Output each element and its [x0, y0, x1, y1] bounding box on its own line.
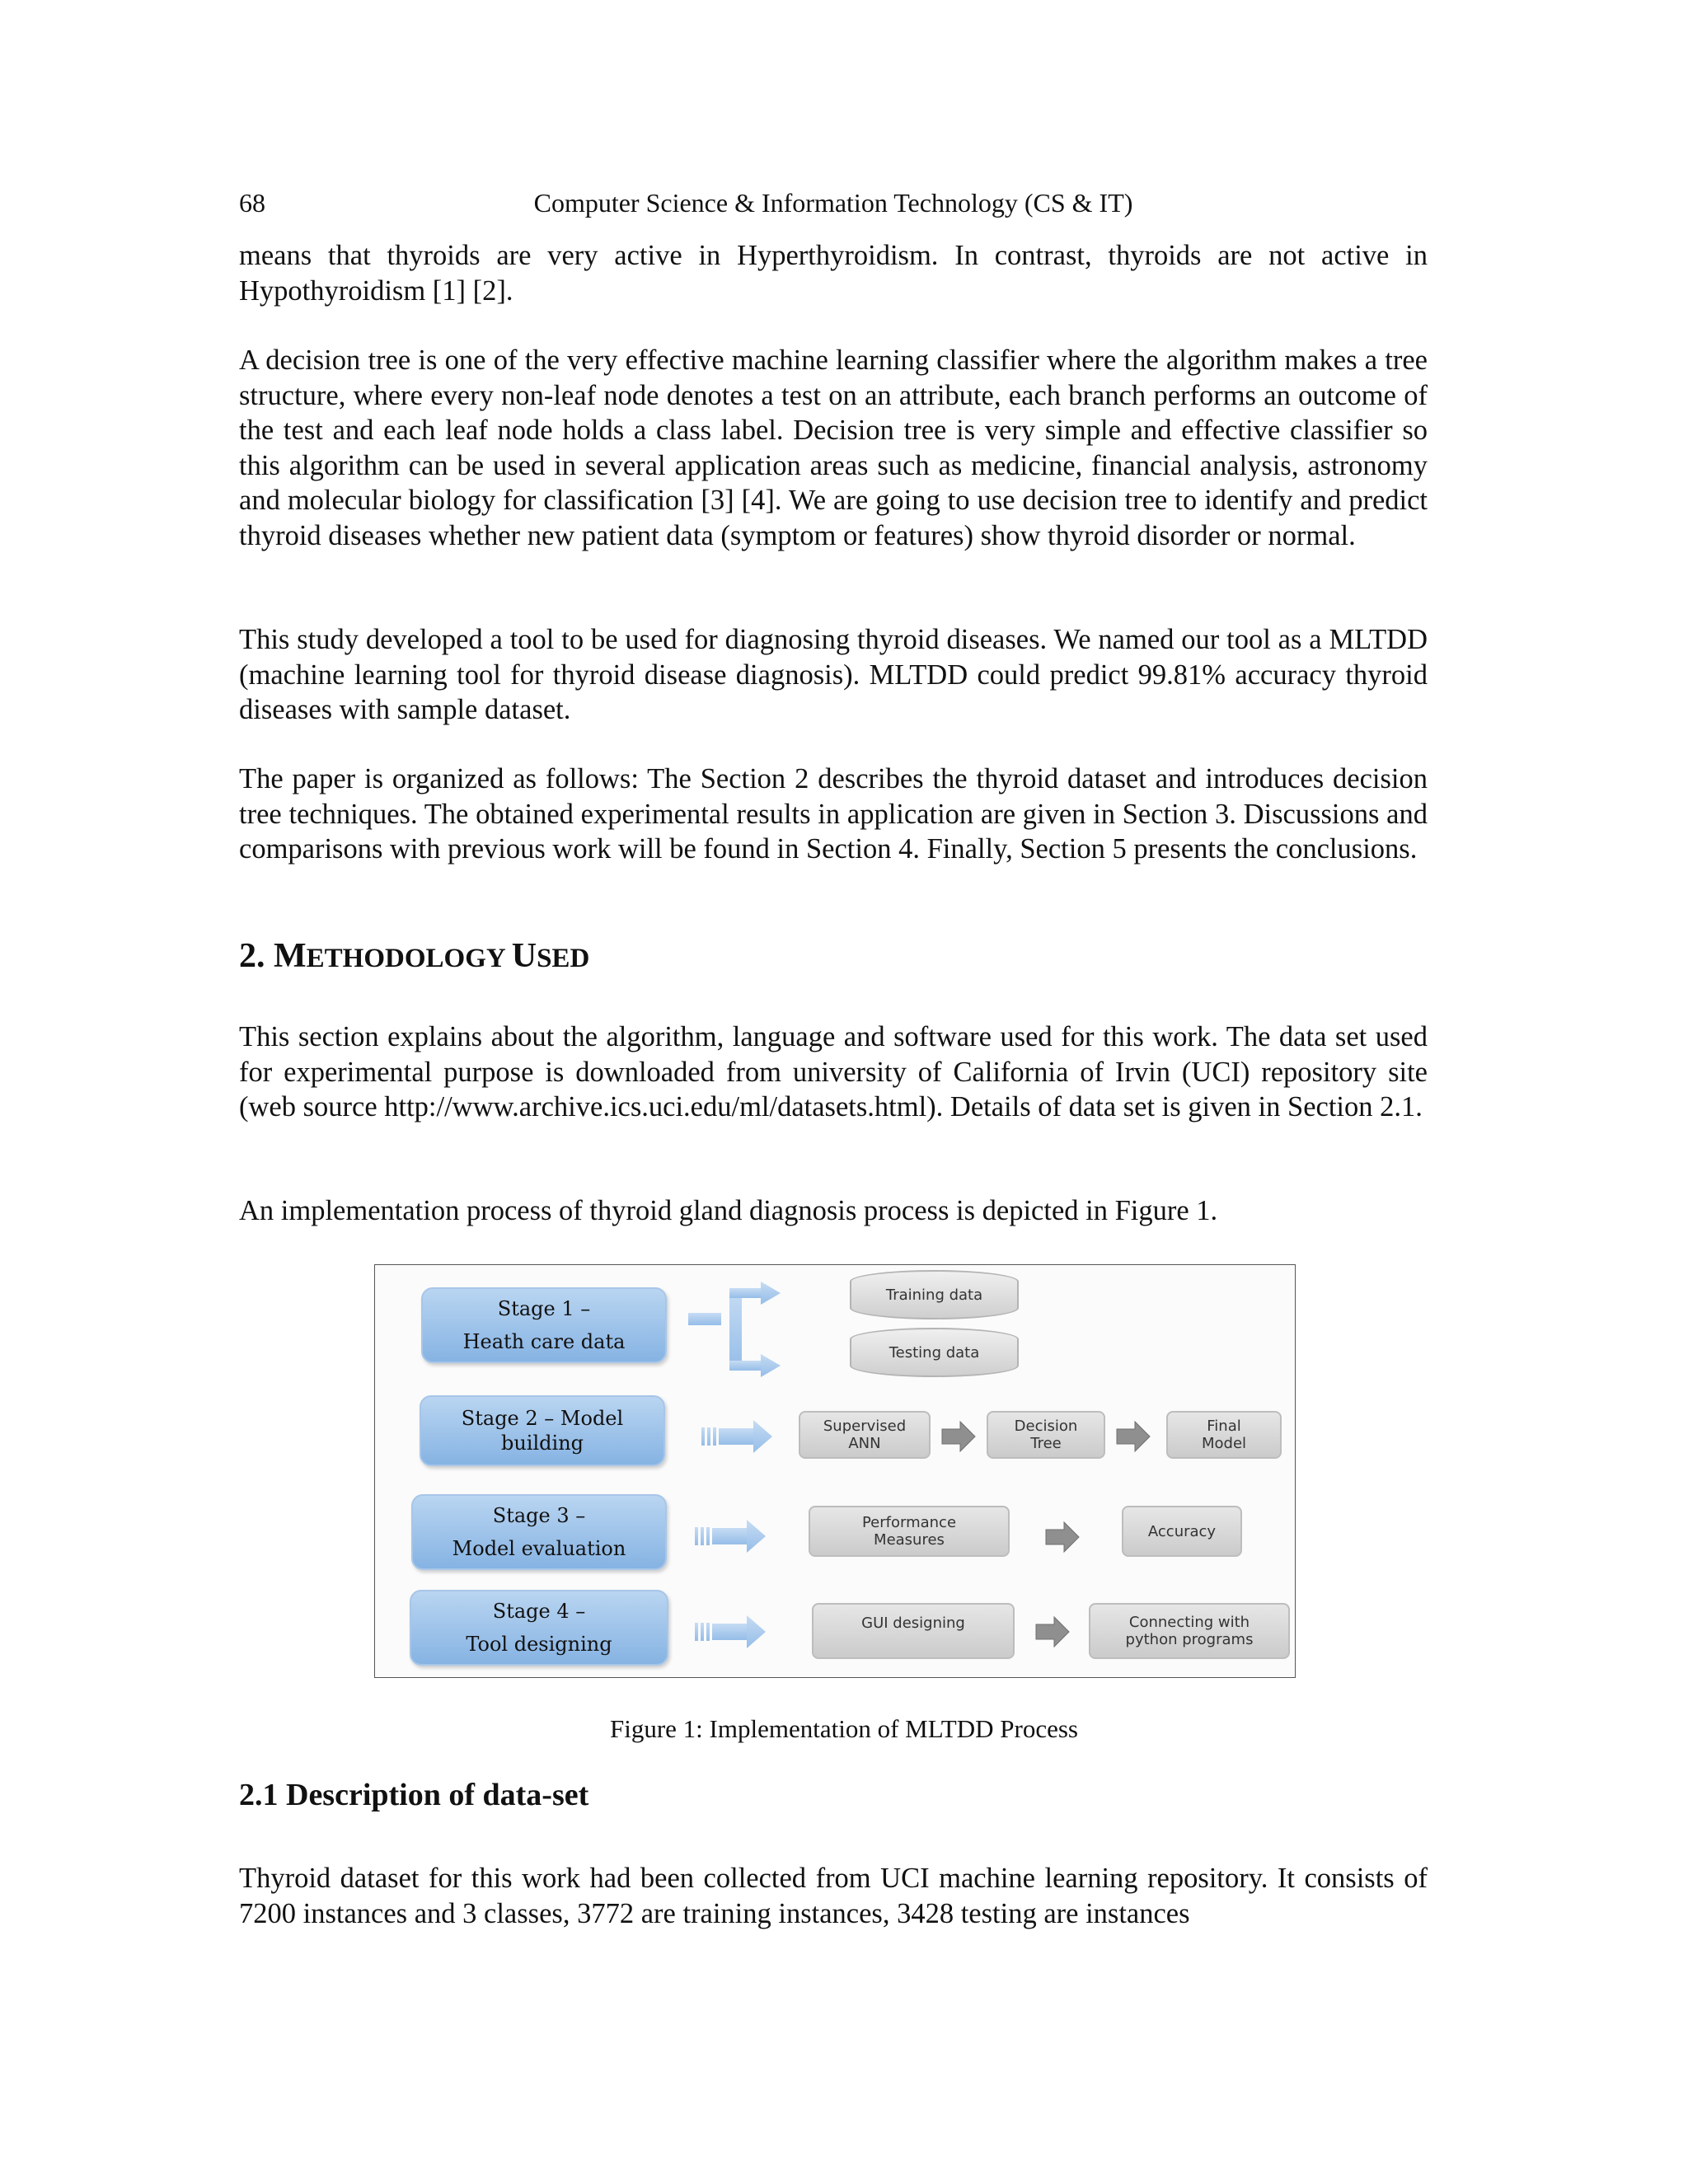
title-small-caps-2: SED	[537, 944, 590, 973]
paragraph-organization: The paper is organized as follows: The Section 2 describes the thyroid dataset and introduces decision tree techniques. The obtained experimental results in application are given in Section 3. Discussions and comparisons with previous work will be found in Section 4. Finally, Section 5 presents the conclusions.	[239, 763, 1428, 865]
paragraph-mltdd: This study developed a tool to be used for diagnosing thyroid diseases. We named our tool as a MLTDD (machine learning tool for thyroid disease diagnosis). MLTDD could predict 99.81% accuracy thyroid diseases with sample dataset.	[239, 624, 1428, 725]
testing-data-cylinder: Testing data	[850, 1328, 1019, 1377]
stage-2-line1: Stage 2 – Model	[461, 1407, 624, 1430]
split-arrow-icon	[688, 1282, 781, 1377]
arrow-to-accuracy-icon	[1046, 1522, 1079, 1552]
page-header	[239, 185, 1428, 223]
decision-tree-box	[987, 1411, 1105, 1459]
stage-1-line2: Heath care data	[462, 1330, 626, 1353]
supervised-ann-box	[799, 1411, 931, 1459]
final-model-box	[1166, 1411, 1282, 1459]
paragraph-methodology: This section explains about the algorithm, language and software used for this work. The data set used for experimental purpose is downloaded from university of California of Irvin (UCI) repository site (web source http://www.archive.ics.uci.edu/ml/datasets.html). Details of data set is given in Section 2.1.	[239, 1021, 1428, 1122]
title-small-caps-1: ETHODOLOGY	[306, 944, 512, 973]
paragraph-dataset: Thyroid dataset for this work had been collected from UCI machine learning repository. It consists of 7200 instances and 3 classes, 3772 are training instances, 3428 testing are instances	[239, 1863, 1428, 1929]
arrow-to-decision-tree-icon	[942, 1422, 975, 1451]
stage-4-box	[410, 1590, 668, 1666]
accuracy-box: Accuracy	[1122, 1506, 1242, 1557]
title-cap-u: U	[511, 937, 537, 975]
paragraph-figure-reference: An implementation process of thyroid gland diagnosis process is depicted in Figure 1.	[239, 1195, 1218, 1226]
stage-4-line2: Tool designing	[466, 1633, 612, 1656]
decision-line2: Tree	[1030, 1435, 1062, 1452]
stage-2-line2: building	[500, 1432, 584, 1455]
stage-3-line2: Model evaluation	[452, 1537, 626, 1560]
stage-1-box	[421, 1287, 667, 1363]
arrow-stage3-icon	[695, 1520, 766, 1553]
arrow-to-connecting-icon	[1036, 1617, 1069, 1647]
supervised-line1: Supervised	[823, 1418, 907, 1435]
stage-3-box	[411, 1494, 667, 1570]
section-heading-methodology	[239, 936, 589, 976]
paragraph-decision-tree: A decision tree is one of the very effective machine learning classifier where the algorithm makes a tree structure, where every non-leaf node denotes a test on an attribute, each branch performs an outcome of the test and each leaf node holds a class label. Decision tree is very simple and effective classifier so this algorithm can be used in several application areas such as medicine, financial analysis, astronomy and molecular biology for classification [3] [4]. We are going to use decision tree to identify and predict thyroid diseases whether new patient data (symptom or features) show thyroid disorder or normal.	[239, 344, 1428, 551]
performance-line2: Measures	[874, 1531, 945, 1549]
connecting-line2: python programs	[1125, 1631, 1254, 1648]
title-cap-m: M	[274, 937, 307, 975]
training-data-cylinder: Training data	[850, 1270, 1019, 1319]
stage-2-box	[420, 1395, 665, 1466]
stage-3-line1: Stage 3 –	[492, 1504, 586, 1527]
decision-line1: Decision	[1014, 1418, 1078, 1435]
arrow-to-final-model-icon	[1117, 1422, 1150, 1451]
section-number: 2.	[239, 937, 274, 975]
section-heading-dataset: 2.1 Description of data-set	[239, 1778, 589, 1812]
final-line1: Final	[1207, 1418, 1241, 1435]
figure-implementation-process	[374, 1264, 1296, 1678]
gui-designing-box: GUI designing	[812, 1603, 1015, 1659]
page-number: 68	[239, 188, 265, 218]
paragraph-hyperthyroidism: means that thyroids are very active in Hyperthyroidism. In contrast, thyroids are not active in Hypothyroidism [1] [2].	[239, 240, 1428, 307]
figure-caption: Figure 1: Implementation of MLTDD Process	[610, 1714, 1078, 1743]
running-title: Computer Science & Information Technology (CS & IT)	[533, 188, 1133, 218]
arrow-stage4-icon	[695, 1615, 766, 1648]
supervised-line2: ANN	[848, 1435, 881, 1452]
performance-measures-box	[809, 1506, 1010, 1557]
connecting-line1: Connecting with	[1128, 1614, 1250, 1631]
arrow-stage2-icon	[701, 1420, 772, 1453]
connecting-python-box	[1089, 1603, 1290, 1659]
stage-4-line1: Stage 4 –	[492, 1600, 586, 1623]
performance-line1: Performance	[861, 1514, 957, 1531]
stage-1-line1: Stage 1 –	[497, 1297, 591, 1320]
final-line2: Model	[1201, 1435, 1247, 1452]
